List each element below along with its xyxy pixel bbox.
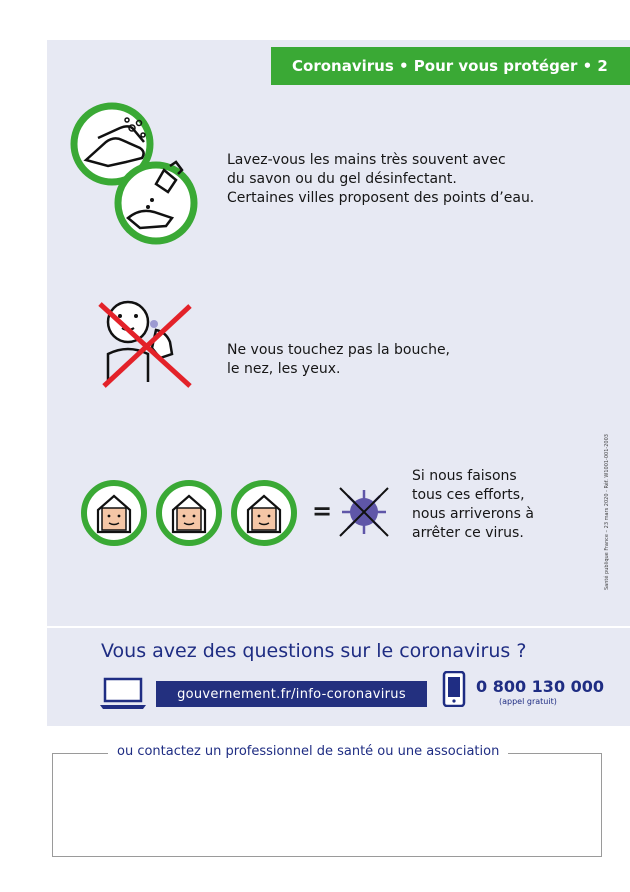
questions-heading: Vous avez des questions sur le coronavirus ? [101, 640, 527, 662]
phone-icon [442, 671, 466, 707]
handwashing-icon [68, 100, 198, 246]
phone-number[interactable]: 0 800 130 000 [476, 677, 605, 696]
advice-handwashing-text: Lavez-vous les mains très souvent avec du savon ou du gel désinfectant. Certaines villes proposent des points d’eau. [227, 152, 535, 206]
phone-note: (appel gratuit) [499, 697, 557, 706]
banner-title: Coronavirus • Pour vous protéger • 2 [271, 47, 630, 85]
stay-home-equals-no-virus-icon [80, 478, 300, 548]
info-url-link[interactable]: gouvernement.fr/info-coronavirus [156, 681, 427, 707]
divider [47, 626, 630, 628]
no-face-touch-icon [96, 292, 196, 392]
laptop-icon [98, 676, 148, 710]
equals-sign: = [312, 497, 333, 525]
virus-crossed-icon [336, 484, 392, 540]
advice-effort-text: Si nous faisons tous ces efforts, nous arriverons à arrêter ce virus. [412, 468, 534, 541]
advice-face-touch-text: Ne vous touchez pas la bouche, le nez, les yeux. [227, 342, 451, 377]
contact-box [52, 753, 602, 857]
contact-label: ou contactez un professionnel de santé ou une association [108, 744, 508, 759]
credit-text: Santé publique France – 23 mars 2020 - Réf. W1001-001-2003 [604, 434, 610, 590]
